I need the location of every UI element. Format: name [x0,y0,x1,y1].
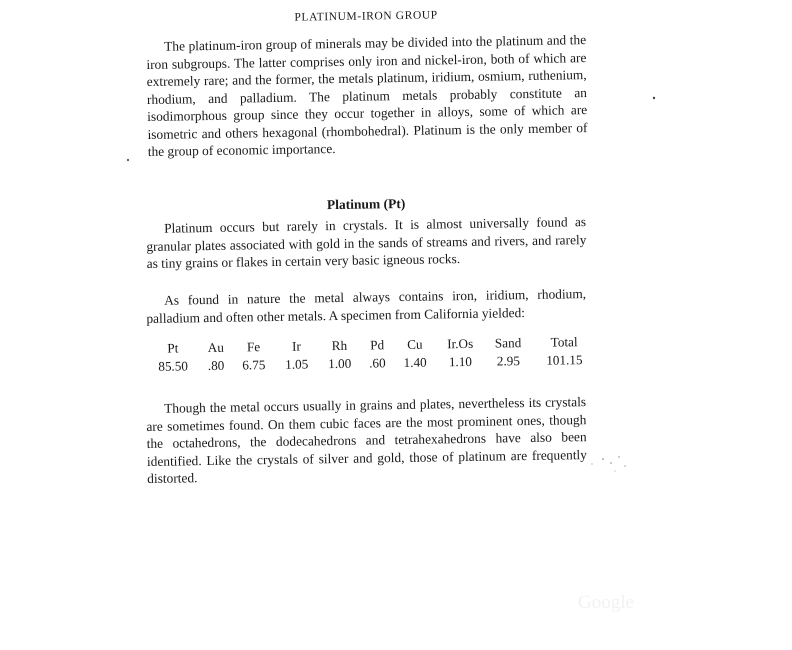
analysis-value-cell: 1.05 [285,356,309,372]
analysis-header-cell: Pt [167,340,179,356]
analysis-value-cell: 1.10 [448,353,473,370]
paragraph-composition-text: As found in nature the metal always contains iron, iridium, rhodium, palladium and often other metals. A specimen from California yielded: [146,286,587,326]
paragraph-composition [146,285,586,327]
intro-paragraph [146,31,588,160]
section-title: Platinum (Pt) [326,195,406,213]
analysis-value-cell: 101.15 [546,352,583,368]
analysis-header-cell: Au [207,339,224,356]
analysis-value-cell: 85.50 [158,358,189,374]
analysis-value-cell: .60 [369,355,386,371]
analysis-value-cell: .80 [207,357,225,374]
paragraph-occurrence [146,213,587,272]
analysis-header-cell: Fe [246,339,261,355]
analysis-header-cell: Cu [407,336,423,352]
analysis-value-cell: 1.00 [328,355,352,372]
analysis-value-cell: 6.75 [242,357,266,373]
analysis-header-cell: Rh [331,337,348,354]
analysis-header-cell: Ir.Os [447,335,474,352]
paragraph-crystals [146,393,587,487]
analysis-value-cell: 1.40 [403,354,427,370]
watermark: Google [578,592,634,613]
paragraph-occurrence-text: Platinum occurs but rarely in crystals. It is almost universally found as granular plates associated with gold in the sands of streams and rivers, and rarely as tiny grains or flakes in certain very basic igneous rocks. [146,214,587,271]
analysis-header-cell: Total [550,334,578,350]
group-title: PLATINUM-IRON GROUP [294,9,438,24]
intro-paragraph-text: The platinum-iron group of minerals may be divided into the platinum and the iron subgroups. The latter comprises only iron and nickel-iron, both of which are extremely rare; and the former, the metals platinum, iridium, osmium, ruthenium, rhodium, and palladium. The platinum metals probably constitute an isodimorphous group since they occur together in alloys, some of which are isometric and others hexagonal (rhombohedral). Platinum is the only member of the group of economic importance. [146,32,588,159]
analysis-header-cell: Sand [494,335,522,351]
analysis-table [146,333,597,376]
analysis-header-cell: Pd [370,337,385,353]
paragraph-crystals-text: Though the metal occurs usually in grains and plates, nevertheless its crystals are sometimes found. On them cubic faces are the most prominent ones, though the octahedrons, the dodecahedrons and tetrahexahedrons have also been identified. Like the crystals of silver and gold, those of platinum are frequently distorted. [146,394,588,486]
analysis-value-cell: 2.95 [496,353,520,369]
analysis-header-cell: Ir [291,338,301,354]
